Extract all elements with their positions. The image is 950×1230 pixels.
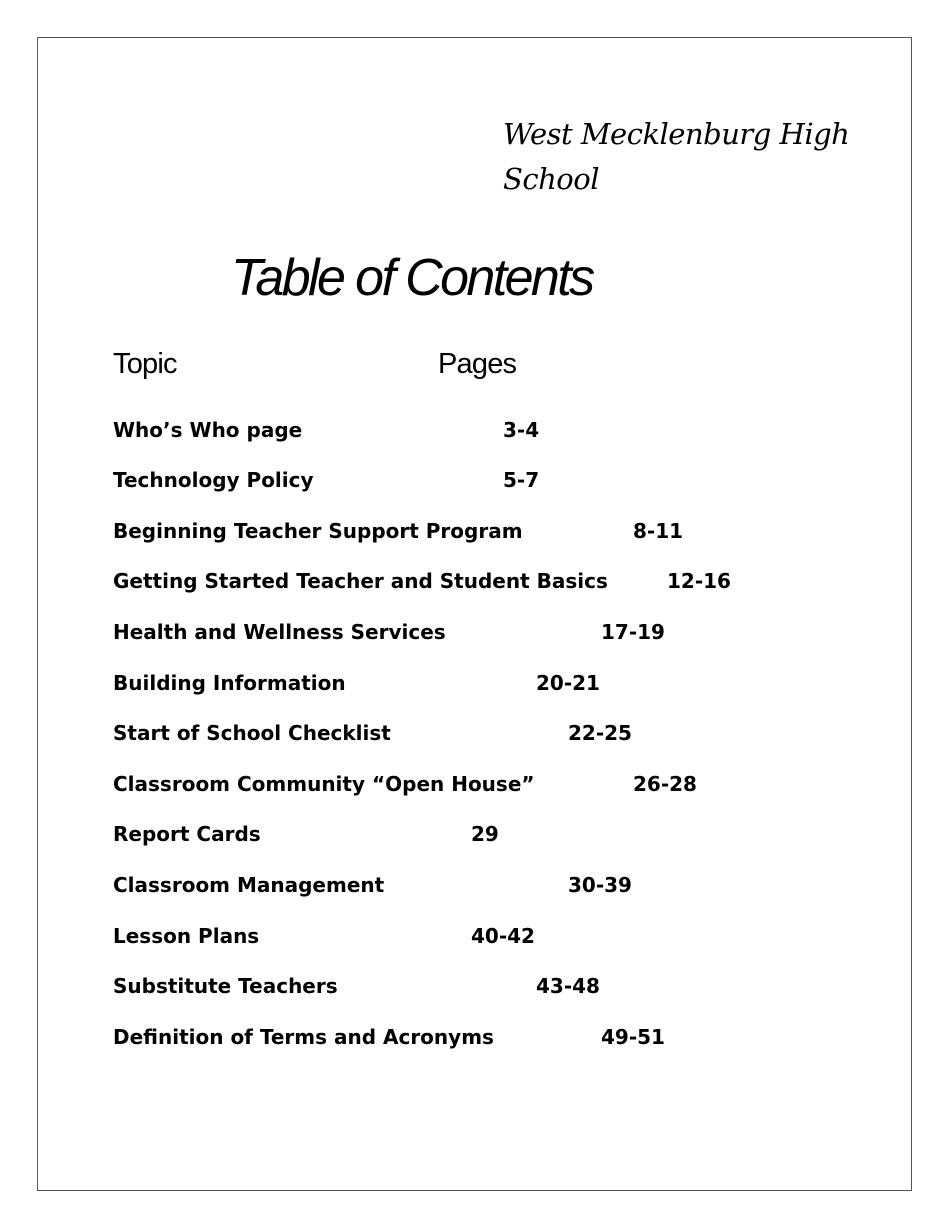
toc-topic: Definition of Terms and Acronyms <box>113 1025 494 1049</box>
pages-column-header: Pages <box>438 348 517 380</box>
toc-pages: 8-11 <box>633 519 684 543</box>
toc-topic: Classroom Management <box>113 873 385 897</box>
toc-pages: 30-39 <box>568 873 632 897</box>
toc-topic: Who’s Who page <box>113 418 303 442</box>
toc-topic: Building Information <box>113 671 346 695</box>
toc-topic: Health and Wellness Services <box>113 620 446 644</box>
toc-topic: Beginning Teacher Support Program <box>113 519 523 543</box>
toc-pages: 29 <box>471 822 499 846</box>
toc-topic: Report Cards <box>113 822 261 846</box>
toc-pages: 26-28 <box>633 772 697 796</box>
topic-column-header: Topic <box>113 348 177 380</box>
toc-topic: Substitute Teachers <box>113 974 338 998</box>
toc-pages: 49-51 <box>601 1025 665 1049</box>
page-frame <box>37 37 912 1191</box>
toc-topic: Classroom Community “Open House” <box>113 772 535 796</box>
toc-topic: Technology Policy <box>113 468 314 492</box>
toc-pages: 20-21 <box>536 671 600 695</box>
toc-topic: Start of School Checklist <box>113 721 391 745</box>
toc-topic: Lesson Plans <box>113 924 260 948</box>
page-title: Table of Contents <box>231 249 593 307</box>
toc-pages: 43-48 <box>536 974 600 998</box>
toc-pages: 12-16 <box>667 569 731 593</box>
toc-pages: 5-7 <box>503 468 540 492</box>
toc-pages: 40-42 <box>471 924 535 948</box>
toc-pages: 17-19 <box>601 620 665 644</box>
toc-topic: Getting Started Teacher and Student Basics <box>113 569 608 593</box>
school-name: West Mecklenburg High School <box>503 117 850 196</box>
toc-pages: 3-4 <box>503 418 540 442</box>
toc-pages: 22-25 <box>568 721 632 745</box>
